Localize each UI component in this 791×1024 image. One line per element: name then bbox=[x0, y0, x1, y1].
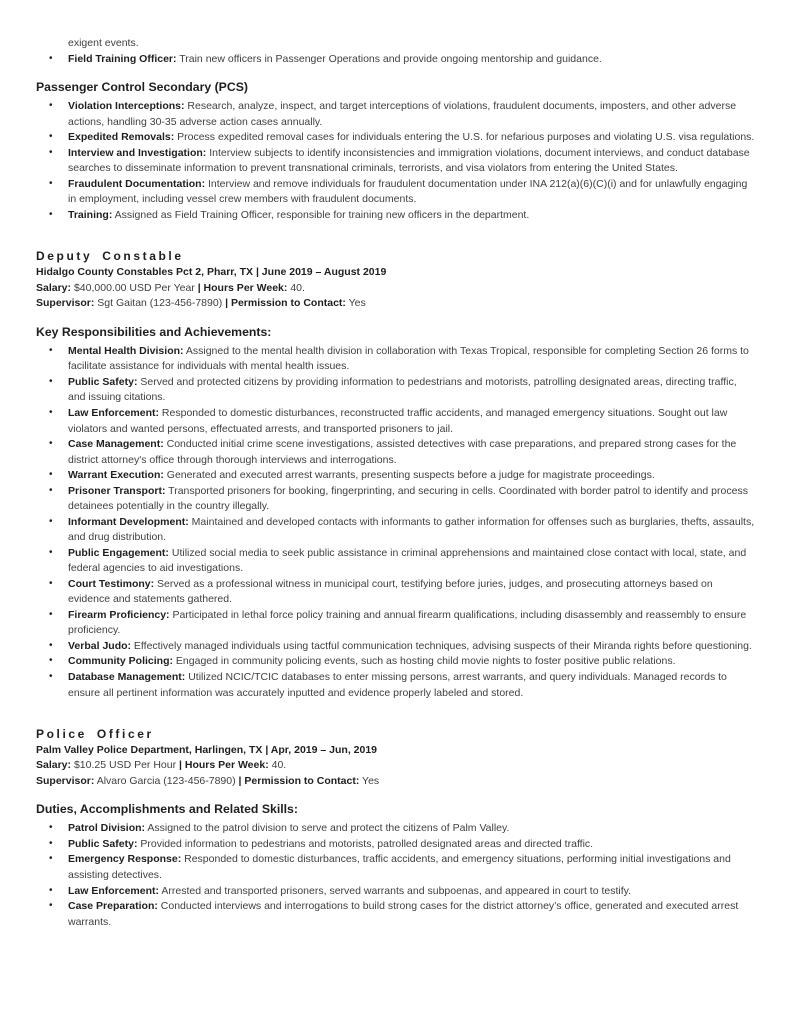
section-heading: Duties, Accomplishments and Related Skills: bbox=[36, 802, 298, 817]
bullet-label: Law Enforcement: bbox=[68, 884, 160, 897]
list-item bbox=[36, 546, 755, 577]
supervisor-value: Alvaro Garcia (123-456-7890) bbox=[94, 774, 239, 787]
bullet-marker: • bbox=[49, 438, 53, 450]
bullet-text: Assigned as Field Training Officer, responsible for training new officers in the department. bbox=[112, 208, 530, 221]
bullet-label: Mental Health Division: bbox=[68, 344, 184, 357]
list-item bbox=[36, 852, 755, 883]
supervisor-label: Supervisor: bbox=[36, 774, 95, 787]
supervisor-value: Sgt Gaitan (123-456-7890) bbox=[94, 297, 226, 310]
bullet-marker: • bbox=[49, 146, 53, 158]
list-item bbox=[36, 837, 755, 853]
bullet-text: Train new officers in Passenger Operations and provide ongoing mentorship and guidance. bbox=[176, 52, 602, 65]
hours-value: 40. bbox=[287, 281, 305, 294]
bullet-label: Warrant Execution: bbox=[68, 469, 164, 482]
bullet-marker: • bbox=[49, 853, 53, 865]
bullet-text: Provided information to pedestrians and motorists, patrolled designated areas and directed traffic. bbox=[137, 837, 594, 850]
list-item bbox=[36, 437, 755, 468]
bullet-marker: • bbox=[49, 608, 53, 620]
bullet-label: Field Training Officer: bbox=[68, 52, 177, 65]
supervisor-line bbox=[36, 774, 755, 790]
bullet-label: Court Testimony: bbox=[68, 577, 155, 590]
bullet-marker: • bbox=[49, 484, 53, 496]
bullet-list-pcs bbox=[36, 99, 755, 223]
bullet-text: Assigned to the patrol division to serve and protect the citizens of Palm Valley. bbox=[145, 822, 510, 835]
hours-value: 40. bbox=[268, 759, 287, 772]
list-item bbox=[36, 577, 755, 608]
bullet-marker: • bbox=[49, 671, 53, 682]
bullet-label: Informant Development: bbox=[68, 515, 189, 528]
bullet-text: Generated and executed arrest warrants, presenting suspects before a judge for magistrate proceedings. bbox=[163, 469, 655, 482]
bullet-label: Case Management: bbox=[68, 438, 164, 451]
bullet-marker: • bbox=[49, 131, 53, 143]
continuation-line bbox=[36, 36, 755, 52]
bullet-text: Interview and remove individuals for fraudulent documentation under INA 212(a)(6)(C)(i) and for unlawfully engaging in employment, including vessel crew members with fraudulent documents. bbox=[68, 177, 748, 206]
list-item bbox=[36, 177, 755, 208]
list-item bbox=[36, 515, 755, 546]
bullet-text: Assigned to the mental health division in collaboration with Texas Tropical, responsible for completing Section 26 forms to facilitate assistance for individuals with mental health issues. bbox=[68, 344, 749, 373]
bullet-list bbox=[36, 344, 755, 701]
bullet-label: Firearm Proficiency: bbox=[68, 608, 170, 621]
job-title: Police Officer bbox=[36, 727, 154, 742]
bullet-text: Utilized social media to seek public assistance in criminal apprehensions and maintained close contact with local, state, and federal agencies to aid investigations. bbox=[68, 546, 747, 575]
bullet-text: Maintained and developed contacts with informants to gather information for offenses such as burglaries, thefts, assaults, and drug distribution. bbox=[68, 515, 755, 544]
bullet-label: Case Preparation: bbox=[68, 900, 158, 913]
section-heading: Key Responsibilities and Achievements: bbox=[36, 324, 272, 339]
bullet-label: Public Engagement: bbox=[68, 546, 169, 559]
bullet-text: Served and protected citizens by providing information to pedestrians and motorists, patrolling designated areas, directing traffic, and issuing citations. bbox=[68, 375, 737, 404]
bullet-text: Process expedited removal cases for individuals entering the U.S. for nefarious purposes and violating U.S. visa regulations. bbox=[174, 131, 755, 144]
bullet-text: Engaged in community policing events, such as hosting child movie nights to foster positive public relations. bbox=[173, 655, 676, 668]
bullet-marker: • bbox=[49, 52, 53, 64]
supervisor-line bbox=[36, 296, 755, 312]
bullet-marker: • bbox=[49, 100, 53, 112]
list-item bbox=[36, 208, 755, 224]
bullet-label: Expedited Removals: bbox=[68, 131, 175, 144]
bullet-label: Training: bbox=[68, 208, 113, 221]
bullet-marker: • bbox=[49, 577, 53, 589]
job-title: Deputy Constable bbox=[36, 249, 184, 264]
bullet-marker: • bbox=[49, 469, 53, 481]
bullet-label: Prisoner Transport: bbox=[68, 484, 166, 497]
bullet-text: Interview subjects to identify inconsistencies and immigration violations, document interviews, and conduct database searches to disseminate information to prevent transnational criminals, terrorists, and visa violators from entering the United States. bbox=[68, 146, 750, 175]
list-item bbox=[36, 146, 755, 177]
list-item bbox=[36, 52, 755, 68]
bullet-text: Conducted initial crime scene investigations, assisted detectives with case preparations, and prepared strong cases for the district attorney's office through thorough interviews and interrogations. bbox=[68, 438, 737, 466]
bullet-text: Transported prisoners for booking, fingerprinting, and securing in cells. Coordinated with border patrol to identify and process detainees potentially in the country illegally. bbox=[68, 484, 748, 513]
bullet-label: Public Safety: bbox=[68, 375, 138, 388]
salary-label: Salary: bbox=[36, 281, 72, 294]
bullet-marker: • bbox=[49, 900, 53, 912]
bullet-marker: • bbox=[49, 515, 53, 527]
permission-value: Yes bbox=[359, 774, 380, 787]
list-item bbox=[36, 130, 755, 146]
salary-line bbox=[36, 758, 755, 774]
list-item bbox=[36, 639, 755, 655]
bullet-text: Served as a professional witness in municipal court, testifying before juries, judges, and prosecuting attorneys based on evidence and statements gathered. bbox=[68, 577, 713, 606]
bullet-text: Responded to domestic disturbances, reconstructed traffic accidents, and managed emergency situations. Sought out law violators and wanted persons, effectuated arrests, and transported prisoners to jail. bbox=[68, 406, 728, 435]
bullet-text: Conducted interviews and interrogations to build strong cases for the district attorney’s office, generated and executed arrest warrants. bbox=[68, 900, 739, 928]
bullet-marker: • bbox=[49, 822, 53, 834]
job-org-line: Hidalgo County Constables Pct 2, Pharr, TX | June 2019 – August 2019 bbox=[36, 266, 387, 279]
continuation-text: exigent events. bbox=[68, 37, 139, 49]
hours-label: | Hours Per Week: bbox=[179, 759, 269, 772]
list-item bbox=[36, 899, 755, 930]
list-item bbox=[36, 344, 755, 375]
supervisor-label: Supervisor: bbox=[36, 297, 95, 310]
bullet-marker: • bbox=[49, 406, 53, 418]
bullet-list bbox=[36, 821, 755, 930]
bullet-text: Responded to domestic disturbances, traffic accidents, and emergency situations, performing initial investigations and assisting detectives. bbox=[68, 853, 731, 882]
bullet-marker: • bbox=[49, 639, 53, 651]
bullet-text: Arrested and transported prisoners, served warrants and subpoenas, and appeared in court to testify. bbox=[159, 884, 632, 897]
bullet-marker: • bbox=[49, 655, 53, 667]
list-item bbox=[36, 468, 755, 484]
bullet-label: Database Management: bbox=[68, 671, 186, 683]
section-heading-pcs: Passenger Control Secondary (PCS) bbox=[36, 80, 248, 95]
job-org-line: Palm Valley Police Department, Harlingen, TX | Apr, 2019 – Jun, 2019 bbox=[36, 743, 378, 756]
bullet-label: Fraudulent Documentation: bbox=[68, 177, 206, 190]
permission-label: | Permission to Contact: bbox=[225, 297, 346, 310]
list-item bbox=[36, 484, 755, 515]
list-item bbox=[36, 654, 755, 670]
bullet-label: Patrol Division: bbox=[68, 822, 146, 835]
list-item bbox=[36, 884, 755, 900]
salary-value: $10.25 USD Per Hour bbox=[71, 759, 179, 772]
bullet-marker: • bbox=[49, 375, 53, 387]
bullet-label: Interview and Investigation: bbox=[68, 146, 207, 159]
hours-label: | Hours Per Week: bbox=[197, 281, 288, 294]
permission-label: | Permission to Contact: bbox=[238, 774, 360, 787]
bullet-text: Utilized NCIC/TCIC databases to enter missing persons, arrest warrants, and query individuals. Managed records to ensure all pertinent information was accurately inputted and evidence properly labeled and stored. bbox=[68, 671, 727, 699]
bullet-label: Law Enforcement: bbox=[68, 406, 160, 419]
list-item bbox=[36, 821, 755, 837]
permission-value: Yes bbox=[345, 297, 366, 310]
bullet-label: Community Policing: bbox=[68, 655, 173, 668]
job-section-deputy-constable bbox=[36, 249, 755, 701]
salary-label: Salary: bbox=[36, 759, 72, 772]
list-item bbox=[36, 608, 755, 639]
bullet-label: Verbal Judo: bbox=[68, 639, 132, 652]
bullet-label: Violation Interceptions: bbox=[68, 100, 185, 113]
bullet-marker: • bbox=[49, 177, 53, 189]
bullet-marker: • bbox=[49, 546, 53, 558]
list-item bbox=[36, 406, 755, 437]
list-item bbox=[36, 670, 755, 701]
bullet-marker: • bbox=[49, 837, 53, 849]
job-section-police-officer bbox=[36, 727, 755, 930]
list-item bbox=[36, 375, 755, 406]
bullet-text: Research, analyze, inspect, and target interceptions of violations, fraudulent documents, imposters, and other adverse actions, handling 30-35 adverse action cases annually. bbox=[68, 100, 737, 128]
list-item bbox=[36, 99, 755, 130]
bullet-marker: • bbox=[49, 884, 53, 896]
bullet-marker: • bbox=[49, 344, 53, 356]
bullet-marker: • bbox=[49, 208, 53, 220]
salary-value: $40,000.00 USD Per Year bbox=[71, 281, 198, 294]
bullet-list bbox=[36, 52, 755, 68]
bullet-text: Effectively managed individuals using tactful communication techniques, advising suspects of their Miranda rights before questioning. bbox=[131, 639, 752, 652]
bullet-text: Participated in lethal force policy training and annual firearm qualifications, including disassembly and reassembly to ensure proficiency. bbox=[68, 608, 747, 637]
salary-line bbox=[36, 281, 755, 297]
bullet-label: Public Safety: bbox=[68, 837, 138, 850]
bullet-label: Emergency Response: bbox=[68, 853, 182, 866]
